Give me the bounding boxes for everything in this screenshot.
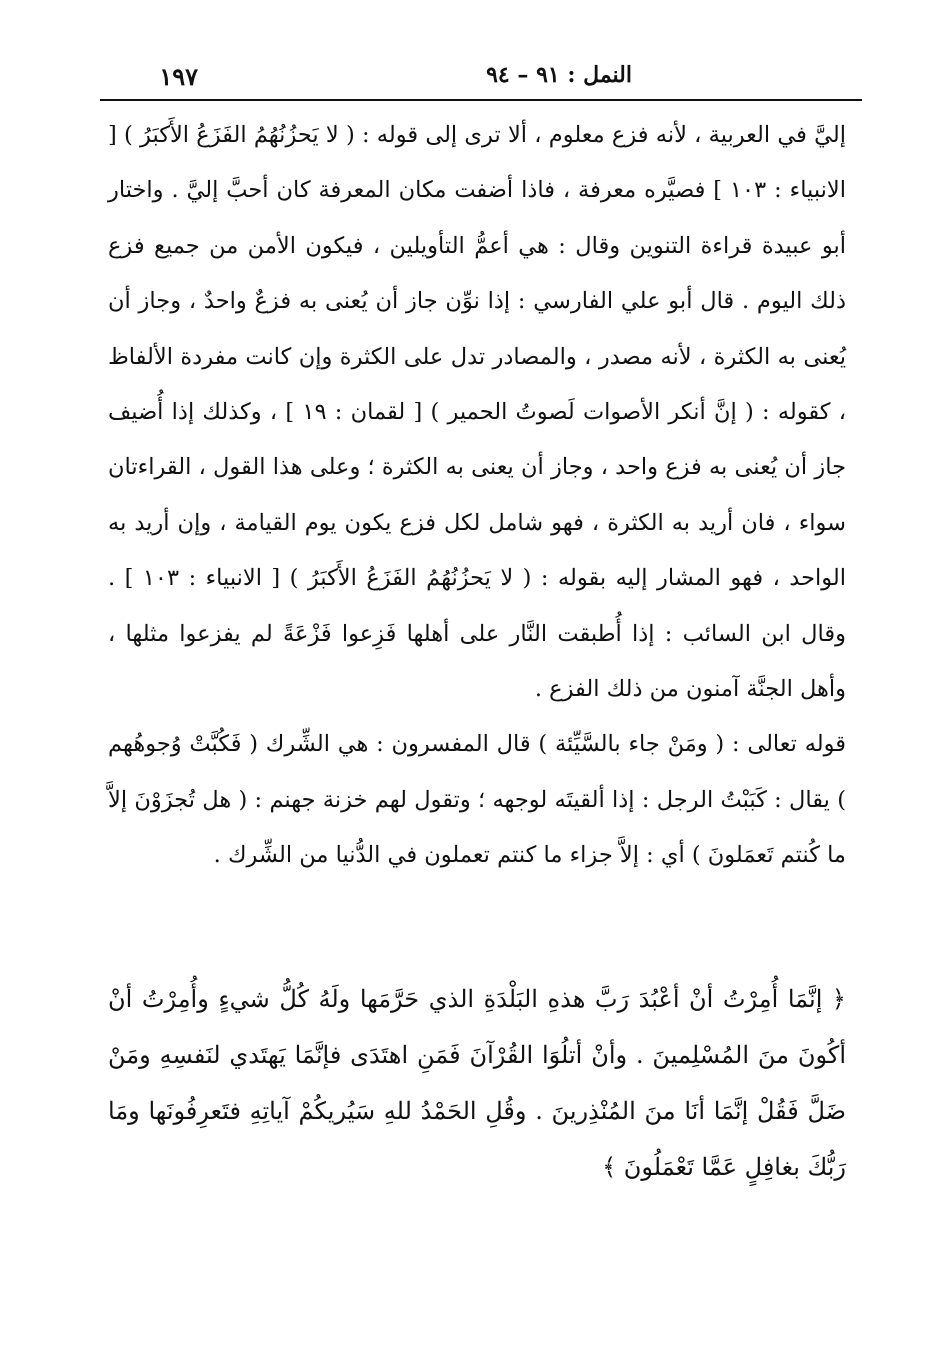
header-rule [100,99,862,101]
commentary-paragraph: إليَّ في العربية ، لأنه فزع معلوم ، ألا ترى إلى قوله : ( لا يَحزُنُهُمُ الفَزَعُ الأَكبَرُ ) [ الانبياء : ١٠٣ ] فصيَّره معرفة ، فاذا أضفت مكان المعرفة كان أحبَّ إليَّ . واختار أبو عبيدة قراءة التنوين وقال : هي أعمُّ التأويلين ، فيكون الأمن من جميع فزع ذلك اليوم . قال أبو علي الفارسي : إذا نوِّن جاز أن يُعنى به فزعٌ واحدٌ ، وجاز أن يُعنى به الكثرة ، لأنه مصدر ، والمصادر تدل على الكثرة وإن كانت مفردة الألفاظ ، كقوله : ( إنَّ أنكر الأصوات لَصوتُ الحمير ) [ لقمان : ١٩ ] ، وكذلك إذا أُضيف جاز أن يُعنى به فزع واحد ، وجاز أن يعنى به الكثرة ؛ وعلى هذا القول ، القراءتان سواء ، فان أريد به الكثرة ، فهو شامل لكل فزع يكون يوم القيامة ، وإن أريد به الواحد ، فهو المشار إليه بقوله : ( لا يَحزُنُهُمُ الفَزَعُ الأَكبَرُ ) [ الانبياء : ١٠٣ ] . وقال ابن السائب : إذا أُطبقت النَّار على أهلها فَزِعوا فَزْعَةً لم يفزعوا مثلها ، وأهل الجنَّة آمنون من ذلك الفزع . [108,122,846,703]
commentary-paragraph: قوله تعالى : ( ومَنْ جاء بالسَّيِّئة ) قال المفسرون : هي الشِّرك ( فَكُبَّتْ وُجوهُهم ) يقال : كَبَبْتُ الرجل : إذا ألقيتَه لوجهه ؛ وتقول لهم خزنة جهنم : ( هل تُجزَوْنَ إلاَّ ما كُنتم تَعمَلونَ ) أي : إلاَّ جزاء ما كنتم تعملون في الدُّنيا من الشِّرك . [108,731,846,869]
running-head: النمل : ٩١ – ٩٤ [486,62,632,88]
quran-verse-block [108,971,846,1195]
commentary-text [108,108,846,884]
quran-verse: ﴿ إنَّمَا أُمِرْتُ أنْ أعْبُدَ رَبَّ هذهِ البَلْدَةِ الذي حَرَّمَها ولَهُ كُلُّ شيءٍ وأُمِرْتُ أنْ أكُونَ منَ المُسْلِمينَ . وأنْ أتلُوَا القُرْآنَ فَمَنِ اهتَدَى فإنَّمَا يَهتَدي لنَفسِهِ ومَنْ ضَلَّ فَقُلْ إنَّمَا أنَا منَ المُنْذِرينَ . وقُلِ الحَمْدُ للهِ سَيُريكُمْ آياتِهِ فتَعرِفُونَها ومَا رَبُّكَ بغافِلٍ عَمَّا تَعْمَلُونَ ﴾ [108,985,846,1181]
page-number: ١٩٧ [159,62,198,91]
page-header [100,52,846,100]
